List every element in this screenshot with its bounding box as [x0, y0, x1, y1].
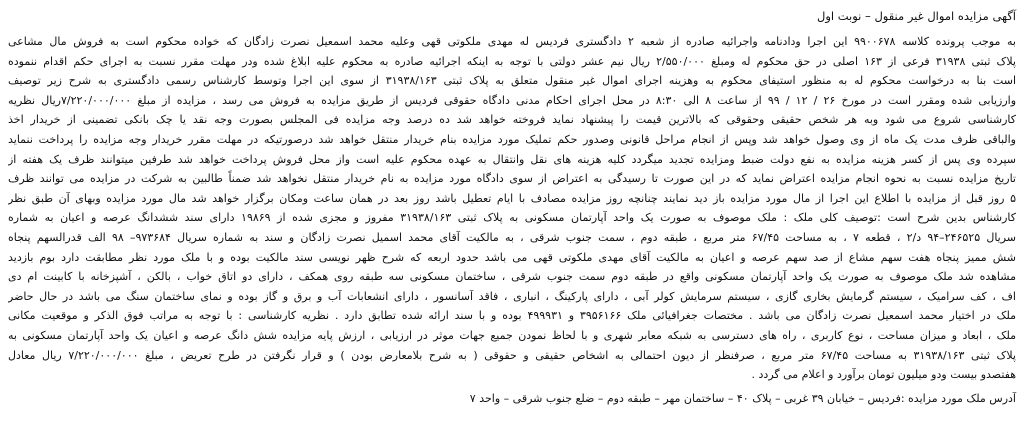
notice-line: است بنا به درخواست محکوم له به منظور استیفای محکوم به وهزینه اجرای اموال غیر منقول متعلق به پلاک ثبتی ۳۱۹۳۸/۱۶۳ از سوی این اجرا وتوسط کارشناس رسمی دادگستری به شرح زیر توصیف [8, 74, 1016, 88]
notice-line: سپرده وی پس از کسر هزینه مزایده به نفع دولت ضبط ومزایده تجدید میگردد کلیه هزینه های نقل وانتقال به عهده محکوم علیه است واز محل فروش پرداخت خواهد شد طرفین میتوانند ظرف یک هفته از [8, 152, 1016, 166]
notice-line: هفتصدو بیست ودو میلیون تومان برآورد و اعلام می گردد . [751, 368, 1016, 382]
notice-line: مشاهده شد ملک موصوف به صورت یک واحد آپارتمان مسکونی واقع در طبقه دوم سمت جنوب شرقی ، ساختمان مسکونی سه طبقه روی همکف ، دارای دو اتاق خواب ، بالکن ، آشپزخانه با کابینت ام دی [8, 270, 1016, 284]
notice-line: ۵ روز قبل از مزایده با اطلاع این اجرا از مال مورد مزایده باز دید نمایند چنانچه روز مزایده مصادف با ایام تعطیل باشد روز بعد در همان ساعت ومکان برگزار خواهد شد مال مورد مزایده وبهای آن طبق نظر [8, 191, 1016, 205]
notice-line: سریال ۲۴۶۵۲۵–۹۴ د/۲ ، قطعه ۷ ، به مساحت ۶۷/۴۵ متر مربع ، طبقه دوم ، سمت جنوب شرقی ، به مالکیت آقای محمد اسمیل نصرت زادگان و سند به شماره سریال ۹۷۳۶۸۴– ۹۸ الف قدرالسهم پنجاه [8, 230, 1016, 244]
property-address: آدرس ملک مورد مزایده :فردیس – خیابان ۳۹ غربی – پلاک ۴۰ – ساختمان مهر – طبقه دوم – ضلع جنوب شرقی – واحد ۷ [469, 391, 1016, 405]
notice-line: اف ، کف سرامیک ، سیستم گرمایش بخاری گازی ، سیستم سرمایش کولر آبی ، دارای پارکینگ ، انباری ، فاقد آسانسور ، دارای انشعابات آب و برق و گاز بوده و نمای ساختمان سنگ می باشد در حال حاضر [8, 289, 1016, 303]
notice-body [8, 32, 1016, 385]
notice-line: شش ممیز پنجاه هفت سهم مشاع از صد سهم عرصه و اعیان به مالکیت آقای مهدی ملکوتی قهی می باشد حدود اربعه که شرح ظهر نویسی سند مالکیت بوده و با ملک مورد نظر مطابقت دارد بوم بازدید [8, 250, 1016, 264]
notice-line: کارشناس بدین شرح است :توصیف کلی ملک : ملک موصوف به صورت یک واحد آپارتمان مسکونی به پلاک ثبتی ۳۱۹۳۸/۱۶۳ مفروز و مجزی شده از ۱۹۸۶۹ دارای سند ششدانگ عرصه و اعیان به شماره [8, 211, 1016, 225]
notice-line: وارزیابی شده ومقرر است در مورخ ۲۶ / ۱۲ / ۹۹ از ساعت ۸ الی ۸:۳۰ در محل اجرای احکام مدنی دادگاه حقوقی فردیس از طریق مزایده به فروش می رسد ، مزایده از مبلغ ۷/۲۲۰/۰۰۰/۰۰۰ریال نظریه [8, 93, 1016, 107]
notice-line: والباقی ظرف مدت یک ماه از وی وصول خواهد شد وپس از انجام مراحل قانونی وصدور حکم تملیک مورد مزایده بنام خریدار منتقل خواهد شد درصورتیکه در مهلت مقرر خریدار وجه مزایده را پرداخت ننماید [8, 132, 1016, 146]
notice-line: به موجب پرونده کلاسه ۹۹۰۰۶۷۸ این اجرا ودادنامه واجرائیه صادره از شعبه ۲ دادگستری فردیس له مهدی ملکوتی قهی وعلیه محمد اسمعیل نصرت زادگان که خواده محکوم است به فروش مال مشاعی [8, 35, 1016, 48]
notice-line: پلاک ثبتی ۳۱۹۳۸/۱۶۳ به مساحت ۶۷/۴۵ متر مربع ، صرفنظر از دیون احتمالی به اشخاص حقیقی و حقوقی ( به شرح بلامعارض بودن ) و قرار نگرفتن در طرح تعریض ، مبلغ ۷/۲۲۰/۰۰۰/۰۰۰ ریال معادل [8, 348, 1016, 362]
notice-line: کارشناسی شروع می شود وبه هر شخص حقیقی وحقوقی که بالاترین قیمت را پیشنهاد نماید فروخته خواهد شد ده درصد وجه مزایده فی المجلس بصورت وجه نقد یا چک بانکی تضمینی از خریدار اخذ [8, 113, 1016, 127]
notice-line: ملک ، ابعاد و میزان مساحت ، نوع کاربری ، راه های دسترسی به شبکه معابر شهری و با لحاظ نمودن جمیع جهات موثر در ارزیابی ، ارزش پایه مزایده شش دانگ عرصه و اعیان یک واحد آپارتمان مسکونی به [8, 328, 1016, 342]
notice-title: آگهی مزایده اموال غیر منقول – نوبت اول [816, 9, 1016, 23]
notice-line: تاریخ مزایده نسبت به نحوه انجام مزایده اعتراض نماید که در این صورت تا رسیدگی به اعتراض از سوی دادگاه مورد مزایده به نام خریدار منتقل نخواهد شد ضمناً طالبین به شرکت در مزایده می توانند ظرف [8, 172, 1016, 186]
notice-line: پلاک ثبتی ۳۱۹۳۸ فرعی از ۱۶۳ اصلی در حق محکوم له ومبلغ ۲/۵۵۰/۰۰۰ ریال نیم عشر دولتی با توجه به اینکه اجرائیه صادره به محکوم علیه ابلاغ شده ودر مهلت مقرر نسبت به اجرای حکم اقدام ننموده [8, 54, 1016, 68]
notice-line: ملک در اختیار محمد اسمعیل نصرت زادگان می باشد . مختصات جغرافیائی ملک ۳۹۵۶۱۶۶ و ۴۹۹۹۳۱ بوده و با سند ارائه شده تطابق دارد . نظریه کارشناسی : با توجه به مراتب فوق الذکر و موقعیت مکانی [8, 309, 1016, 323]
